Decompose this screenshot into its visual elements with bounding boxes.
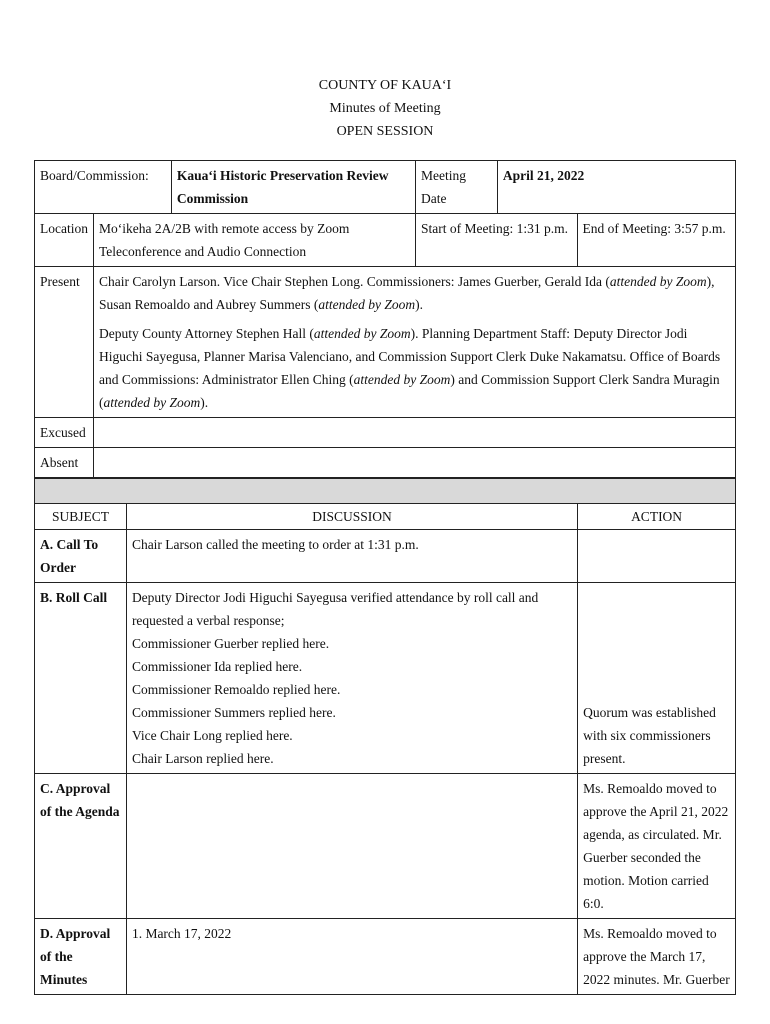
- excused-value: [93, 418, 735, 448]
- table-row: [35, 919, 736, 995]
- row-action: Ms. Remoaldo moved to approve the March 17, 2022 minutes. Mr. Guerber: [578, 919, 736, 995]
- board-label: Board/Commission:: [35, 161, 172, 214]
- document-header: [0, 74, 770, 143]
- present-value: [93, 267, 735, 418]
- session-type: OPEN SESSION: [336, 124, 434, 139]
- row-discussion: 1. March 17, 2022: [126, 919, 577, 995]
- meeting-info-table: [34, 160, 736, 478]
- county-name: COUNTY OF KAUAʻI: [318, 78, 452, 93]
- meeting-date-label: Meeting Date: [416, 161, 498, 214]
- table-row: [35, 774, 736, 919]
- row-subject: B. Roll Call: [35, 583, 127, 774]
- table-row: [35, 583, 736, 774]
- table-row: [35, 530, 736, 583]
- discussion-table: [34, 478, 736, 995]
- present-label: Present: [35, 267, 94, 418]
- row-discussion: Deputy Director Jodi Higuchi Sayegusa verified attendance by roll call and requested a verbal response; Commissioner Guerber replied here. Commissioner Ida replied here. Commissioner Remoaldo replied here. Commissioner Summers replied here. Vice Chair Long replied here. Chair Larson replied here.: [126, 583, 577, 774]
- end-of-meeting: End of Meeting: 3:57 p.m.: [577, 214, 736, 267]
- present-paragraph-commissioners: Chair Carolyn Larson. Vice Chair Stephen Long. Commissioners: James Guerber, Gerald Ida (attended by Zoom), Susan Remoaldo and Aubrey Summers (attended by Zoom).: [98, 274, 715, 312]
- column-header-discussion: DISCUSSION: [126, 504, 577, 530]
- row-discussion: [126, 774, 577, 919]
- column-header-action: ACTION: [578, 504, 736, 530]
- row-action: Ms. Remoaldo moved to approve the April 21, 2022 agenda, as circulated. Mr. Guerber seconded the motion. Motion carried 6:0.: [578, 774, 736, 919]
- location-label: Location: [35, 214, 94, 267]
- start-of-meeting: Start of Meeting: 1:31 p.m.: [416, 214, 577, 267]
- absent-value: [93, 448, 735, 478]
- absent-label: Absent: [35, 448, 94, 478]
- present-paragraph-staff: Deputy County Attorney Stephen Hall (attended by Zoom). Planning Department Staff: Deputy Director Jodi Higuchi Sayegusa, Planner Marisa Valenciano, and Commission Support Clerk Duke Nakamatsu. Office of Boards and Commissions: Administrator Ellen Ching (attended by Zoom) and Commission Support Clerk Sandra Muragin (attended by Zoom).: [98, 326, 721, 410]
- shaded-divider: [35, 479, 736, 504]
- board-value: Kauaʻi Historic Preservation Review Commission: [171, 161, 415, 214]
- row-action: Quorum was established with six commissioners present.: [578, 583, 736, 774]
- excused-label: Excused: [35, 418, 94, 448]
- meeting-date-value: April 21, 2022: [497, 161, 735, 214]
- row-subject: C. Approval of the Agenda: [35, 774, 127, 919]
- row-discussion: Chair Larson called the meeting to order at 1:31 p.m.: [126, 530, 577, 583]
- column-header-subject: SUBJECT: [35, 504, 127, 530]
- row-action: [578, 530, 736, 583]
- row-subject: A. Call To Order: [35, 530, 127, 583]
- row-subject: D. Approval of the Minutes: [35, 919, 127, 995]
- document-title: Minutes of Meeting: [329, 101, 441, 116]
- location-value: Moʻikeha 2A/2B with remote access by Zoom Teleconference and Audio Connection: [93, 214, 415, 267]
